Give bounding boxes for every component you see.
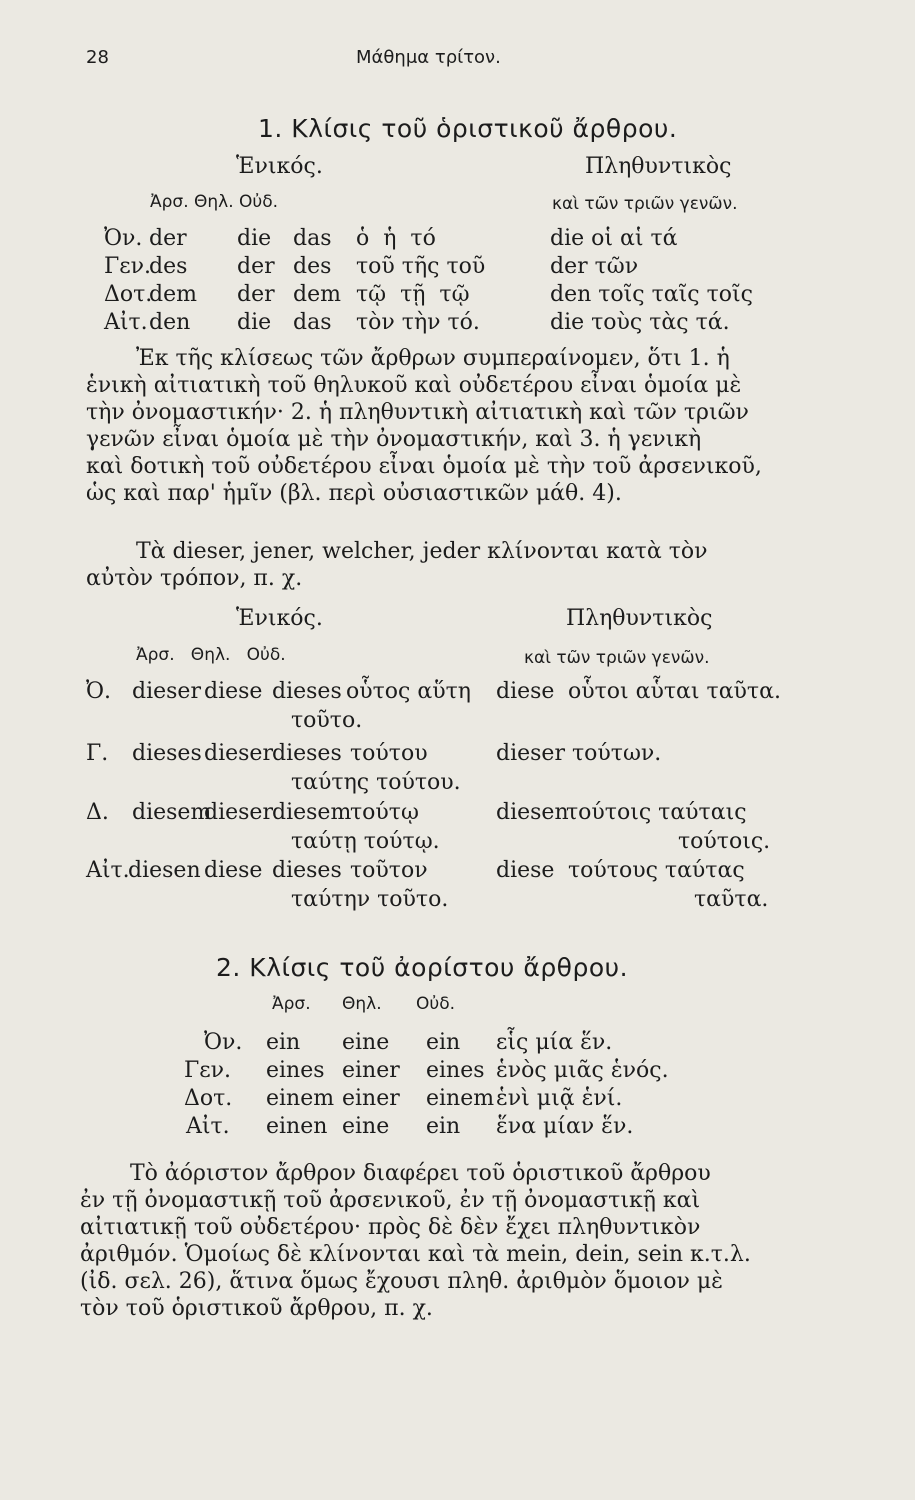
paragraph-line: τὴν ὀνομαστικήν· 2. ἡ πληθυντικὴ αἰτιατικὴ καὶ τῶν τριῶν [86, 400, 749, 425]
singular-heading: Ἑνικός. [236, 154, 323, 179]
greek-forms: ἕνα μίαν ἕν. [496, 1114, 634, 1139]
greek-forms: ὁ ἡ τό [356, 226, 436, 251]
section2-title: 2. Κλίσις τοῦ ἀορίστου ἄρθρου. [216, 953, 629, 982]
paragraph-line: Τὸ ἀόριστον ἄρθρον διαφέρει τοῦ ὁριστικοῦ ἄρθρου [130, 1161, 711, 1186]
fem-form: eine [342, 1030, 390, 1055]
fem-form: eine [342, 1114, 390, 1139]
table-row [184, 1114, 744, 1142]
page-number: 28 [86, 47, 109, 68]
paragraph-line: ἀριθμόν. Ὁμοίως δὲ κλίνονται καὶ τὰ mein, dein, sein κ.τ.λ. [80, 1242, 751, 1267]
greek-forms: εἷς μία ἕν. [496, 1030, 613, 1055]
paragraph-indefinite [80, 1160, 751, 1322]
plural-greek: οὗτοι αὗται ταῦτα. [568, 679, 781, 704]
paragraph-dieser [86, 538, 707, 592]
plural-greek: τούτων. [572, 741, 662, 766]
running-title: Μάθημα τρίτον. [356, 47, 501, 68]
gender-subheading: Ἀρσ. Θηλ. Οὐδ. [150, 192, 279, 212]
singular-heading: Ἑνικός. [236, 606, 323, 631]
fem-form: die [237, 226, 272, 251]
case-label: Γεν. [184, 1058, 232, 1083]
gender-subheading: Ἀρσ. Θηλ. Οὐδ. [136, 645, 286, 665]
masc-form: einem [266, 1086, 335, 1111]
plural-heading: Πληθυντικὸς [585, 154, 732, 179]
case-label: Ὀν. [104, 226, 143, 251]
neut-form: des [293, 254, 332, 279]
case-label: Αἰτ. [86, 858, 130, 883]
case-label: Δοτ. [104, 282, 153, 307]
greek-forms: οὗτος αὕτη [346, 679, 471, 704]
plural-german: diesen [496, 800, 569, 825]
neut-form: einem [426, 1086, 495, 1111]
plural-greek-cont: ταῦτα. [694, 887, 769, 912]
table-row [86, 679, 806, 741]
plural-forms: den τοῖς ταῖς τοῖς [550, 282, 753, 307]
greek-forms: τῷ τῇ τῷ [356, 282, 470, 307]
fem-form: einer [342, 1058, 400, 1083]
neut-form: das [293, 226, 332, 251]
header-fem: Θηλ. [342, 994, 382, 1014]
masc-form: dem [149, 282, 197, 307]
indefinite-article-table [184, 1030, 744, 1142]
masc-form: der [149, 226, 187, 251]
greek-forms-cont: τοῦτο. [291, 708, 363, 733]
header-masc: Ἀρσ. [272, 994, 311, 1014]
greek-forms: τὸν τὴν τό. [356, 310, 480, 335]
greek-forms-cont: ταύτῃ τούτῳ. [291, 829, 440, 854]
plural-greek: τούτοις ταύταις [566, 800, 747, 825]
case-label: Αἰτ. [186, 1114, 230, 1139]
case-label: Δ. [86, 800, 109, 825]
neut-form: ein [426, 1114, 461, 1139]
paragraph-conclusion [86, 345, 762, 507]
fem-form: diese [204, 858, 263, 883]
table-row [86, 858, 806, 918]
plural-greek-cont: τούτοις. [678, 829, 771, 854]
neut-form: dieses [272, 858, 342, 883]
greek-forms: τοῦ τῆς τοῦ [356, 254, 486, 279]
section1-title: 1. Κλίσις τοῦ ὁριστικοῦ ἄρθρου. [258, 114, 678, 143]
masc-form: diesem [132, 800, 212, 825]
paragraph-line: Ἐκ τῆς κλίσεως τῶν ἄρθρων συμπεραίνομεν, ὅτι 1. ἡ [136, 346, 730, 371]
fem-form: dieser [204, 741, 273, 766]
plural-greek: τούτους ταύτας [568, 858, 745, 883]
table-row [100, 226, 800, 254]
neut-form: das [293, 310, 332, 335]
greek-forms-cont: ταύτην τοῦτο. [291, 887, 449, 912]
case-label: Γεν. [104, 254, 152, 279]
paragraph-line: Τὰ dieser, jener, welcher, jeder κλίνονται κατὰ τὸν [136, 539, 708, 564]
paragraph-line: αὐτὸν τρόπον, π. χ. [86, 566, 303, 591]
neut-form: dem [293, 282, 341, 307]
masc-form: ein [266, 1030, 301, 1055]
greek-forms: τούτῳ [350, 800, 419, 825]
table-row [184, 1086, 744, 1114]
case-label: Ὀ. [86, 679, 112, 704]
masc-form: einen [266, 1114, 328, 1139]
neut-form: dieses [272, 679, 342, 704]
paragraph-line: τὸν τοῦ ὁριστικοῦ ἄρθρου, π. χ. [80, 1296, 433, 1321]
greek-forms: τοῦτον [350, 858, 428, 883]
greek-forms-cont: ταύτης τούτου. [291, 770, 461, 795]
fem-form: einer [342, 1086, 400, 1111]
table-row [86, 741, 806, 800]
paragraph-line: (ἰδ. σελ. 26), ἅτινα ὅμως ἔχουσι πληθ. ἀριθμὸν ὅμοιον μὲ [80, 1269, 723, 1294]
header-neut: Οὐδ. [416, 994, 456, 1014]
plural-forms: die τοὺς τὰς τά. [550, 310, 730, 335]
paragraph-line: ὡς καὶ παρ' ἡμῖν (βλ. περὶ οὐσιαστικῶν μάθ. 4). [86, 481, 622, 506]
masc-form: eines [266, 1058, 325, 1083]
paragraph-line: αἰτιατικῇ τοῦ οὐδετέρου· πρὸς δὲ δὲν ἔχει πληθυντικὸν [80, 1215, 701, 1240]
plural-forms: die οἱ αἱ τά [550, 226, 678, 251]
masc-form: des [149, 254, 188, 279]
plural-subheading: καὶ τῶν τριῶν γενῶν. [552, 194, 738, 214]
fem-form: diese [204, 679, 263, 704]
plural-subheading: καὶ τῶν τριῶν γενῶν. [524, 648, 710, 668]
dieser-table [86, 679, 806, 918]
greek-forms: ἑνὶ μιᾷ ἑνί. [496, 1086, 623, 1111]
table-row [86, 800, 806, 858]
masc-form: dieser [132, 679, 201, 704]
paragraph-line: καὶ δοτικὴ τοῦ οὐδετέρου εἶναι ὁμοία μὲ τὴν τοῦ ἀρσενικοῦ, [86, 454, 762, 479]
neut-form: diesem [272, 800, 352, 825]
case-label: Δοτ. [184, 1086, 233, 1111]
table-row [100, 282, 800, 310]
fem-form: der [237, 254, 275, 279]
table-row [184, 1030, 744, 1058]
neut-form: ein [426, 1030, 461, 1055]
plural-german: dieser [496, 741, 565, 766]
case-label: Αἰτ. [104, 310, 148, 335]
paragraph-line: ἐν τῇ ὀνομαστικῇ τοῦ ἀρσενικοῦ, ἐν τῇ ὀνομαστικῇ καὶ [80, 1188, 701, 1213]
case-label: Ὀν. [204, 1030, 243, 1055]
plural-german: diese [496, 858, 555, 883]
plural-german: diese [496, 679, 555, 704]
plural-forms: der τῶν [550, 254, 639, 279]
table-row [100, 310, 800, 338]
neut-form: eines [426, 1058, 485, 1083]
paragraph-line: ἑνικὴ αἰτιατικὴ τοῦ θηλυκοῦ καὶ οὐδετέρου εἶναι ὁμοία μὲ [86, 373, 742, 398]
neut-form: dieses [272, 741, 342, 766]
greek-forms: ἑνὸς μιᾶς ἑνός. [496, 1058, 669, 1083]
fem-form: der [237, 282, 275, 307]
masc-form: dieses [132, 741, 202, 766]
greek-forms: τούτου [350, 741, 428, 766]
table-row [100, 254, 800, 282]
case-label: Γ. [86, 741, 109, 766]
masc-form: diesen [128, 858, 201, 883]
masc-form: den [149, 310, 191, 335]
fem-form: die [237, 310, 272, 335]
table-row [184, 1058, 744, 1086]
definite-article-table [100, 226, 800, 338]
plural-heading: Πληθυντικὸς [566, 606, 713, 631]
paragraph-line: γενῶν εἶναι ὁμοία μὲ τὴν ὀνομαστικήν, καὶ 3. ἡ γενικὴ [86, 427, 702, 452]
fem-form: dieser [204, 800, 273, 825]
